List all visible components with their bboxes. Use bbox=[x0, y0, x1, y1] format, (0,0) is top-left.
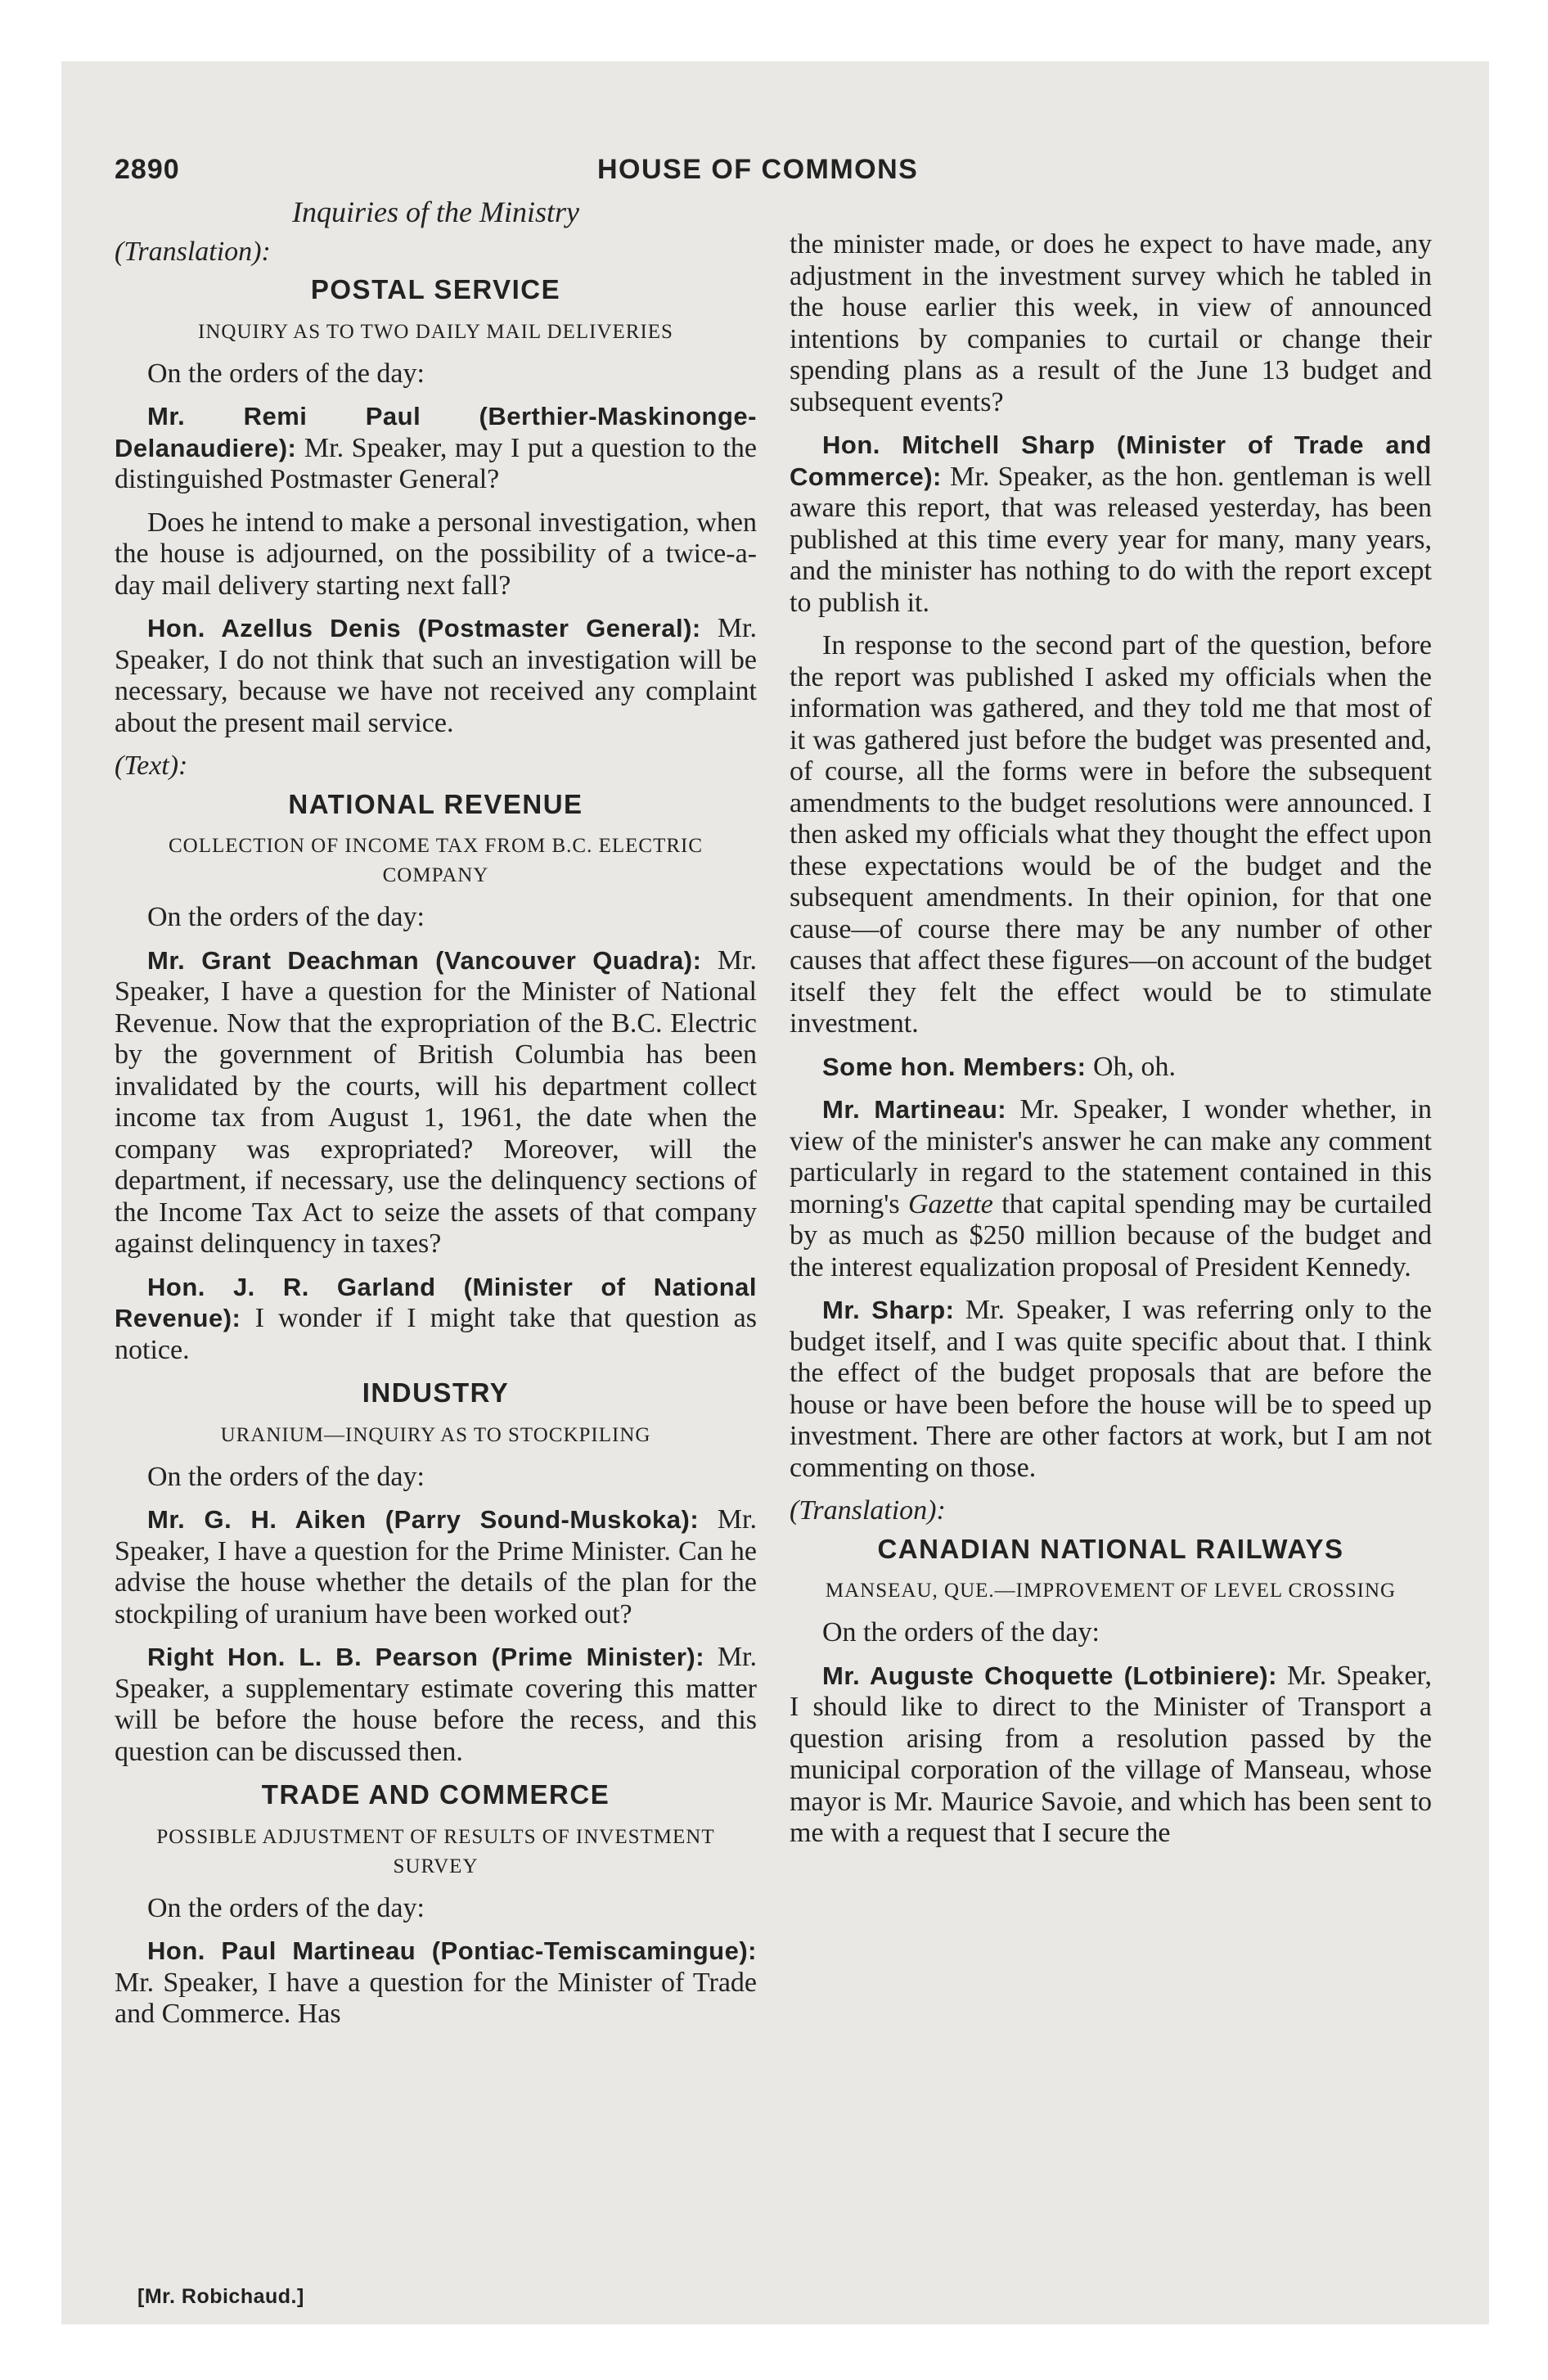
speech-paragraph bbox=[115, 613, 757, 739]
speech-text: Mr. Speaker, may I put a question to the distinguished Postmaster General? bbox=[115, 432, 757, 494]
speaker-name: Right Hon. L. B. Pearson (Prime Minister): bbox=[147, 1643, 705, 1671]
speech-text: Mr. Speaker, I should like to direct to the Minister of Transport a question arising from a resolution passed by the municipal corporation of the village of Manseau, whose mayor is Mr. Maurice Savoie, and which has been sent to me with a request that I secure the bbox=[790, 1660, 1432, 1848]
speech-text: Mr. Speaker, I do not think that such an investigation will be necessary, because we have not received any complaint about the present mail service. bbox=[115, 613, 757, 738]
speech-text: Mr. Speaker, I have a question for the Prime Minister. Can he advise the house whether the details of the plan for the stockpiling of uranium have been worked out? bbox=[115, 1504, 757, 1629]
speaker-name: Hon. Mitchell Sharp (Minister of Trade and Commerce): bbox=[790, 430, 1432, 491]
orders-of-day: On the orders of the day: bbox=[147, 358, 425, 389]
speaker-name: Hon. Paul Martineau (Pontiac-Temiscamingue): bbox=[147, 1936, 757, 1965]
speech-paragraph bbox=[115, 401, 757, 496]
speaker-name: Mr. Sharp: bbox=[822, 1296, 955, 1324]
speaker-name: Mr. Auguste Choquette (Lotbiniere): bbox=[822, 1661, 1277, 1690]
speaker-name: Mr. G. H. Aiken (Parry Sound-Muskoka): bbox=[147, 1505, 700, 1534]
subsection-heading-industry: URANIUM—INQUIRY AS TO STOCKPILING bbox=[220, 1423, 651, 1446]
section-heading-industry: INDUSTRY bbox=[362, 1377, 510, 1408]
speech-text: Mr. Speaker, as the hon. gentleman is well aware this report, that was released yesterday, has been published at this time every year for many, many years, and the minister has nothing to do with the report except to publish it. bbox=[790, 461, 1432, 618]
speech-text: Mr. Speaker, I wonder whether, in view of the minister's answer he can make any comment particularly in regard to the statement contained in this morning's bbox=[790, 1094, 1432, 1219]
subsection-heading-revenue: COLLECTION OF INCOME TAX FROM B.C. ELECTRIC COMPANY bbox=[168, 835, 704, 886]
page-header bbox=[115, 154, 1433, 195]
speech-paragraph bbox=[790, 1661, 1432, 1850]
speech-paragraph bbox=[115, 1272, 757, 1367]
speech-paragraph bbox=[115, 1936, 757, 2031]
speaker-name: Mr. Martineau: bbox=[822, 1095, 1007, 1124]
section-heading-trade: TRADE AND COMMERCE bbox=[261, 1779, 610, 1810]
speech-text: I wonder if I might take that question as notice. bbox=[115, 1303, 757, 1365]
speech-text: Mr. Speaker, I have a question for the Minister of Trade and Commerce. Has bbox=[115, 1967, 757, 2029]
section-heading-railways: CANADIAN NATIONAL RAILWAYS bbox=[877, 1533, 1344, 1564]
text-marker: (Text): bbox=[115, 751, 188, 781]
speech-paragraph bbox=[790, 1295, 1432, 1484]
speaker-name: Mr. Grant Deachman (Vancouver Quadra): bbox=[147, 945, 702, 975]
speech-paragraph: In response to the second part of the question, before the report was published I asked my officials when the information was gathered, and they told me that most of it was gathered just before the budget was presented and, of course, all the forms were in before the subsequent amendments to the budget resolutions were announced. I then asked my officials what they thought the effect upon these expectations would be of the budget and the subsequent amendments. In their opinion, for that one cause—of course there may be any number of other causes that affect these figures—on account of the budget itself they felt the effect would be to stimulate investment. bbox=[790, 630, 1432, 1039]
section-heading-revenue: NATIONAL REVENUE bbox=[288, 788, 583, 819]
speech-paragraph bbox=[790, 1094, 1432, 1283]
speech-text: Mr. Speaker, I was referring only to the budget itself, and I was quite specific about that. I think the effect of the budget proposals that are before the house or have been before the house will be to speed up investment. There are other factors at work, but I am not commenting on those. bbox=[790, 1295, 1432, 1483]
speech-text: Oh, oh. bbox=[1086, 1051, 1177, 1082]
section-subhead: Inquiries of the Ministry bbox=[292, 196, 579, 228]
subsection-heading-railways: MANSEAU, QUE.—IMPROVEMENT OF LEVEL CROSSING bbox=[825, 1580, 1397, 1602]
orders-of-day: On the orders of the day: bbox=[822, 1617, 1100, 1648]
speech-paragraph: Does he intend to make a personal investigation, when the house is adjourned, on the possibility of a twice-a-day mail delivery starting next fall? bbox=[115, 507, 757, 601]
speech-text: that capital spending may be curtailed by as much as $250 million because of the budget and the interest equalization proposal of President Kennedy. bbox=[790, 1188, 1432, 1282]
right-column bbox=[790, 229, 1432, 1861]
speech-paragraph bbox=[790, 430, 1432, 619]
orders-of-day: On the orders of the day: bbox=[147, 1892, 425, 1923]
speech-paragraph bbox=[115, 945, 757, 1260]
speech-paragraph bbox=[790, 1052, 1432, 1084]
subsection-heading-postal: INQUIRY AS TO TWO DAILY MAIL DELIVERIES bbox=[198, 320, 673, 343]
translation-marker: (Translation): bbox=[115, 236, 271, 267]
speech-text: Mr. Speaker, a supplementary estimate covering this matter will be before the house before the recess, and this question can be discussed then. bbox=[115, 1642, 757, 1767]
speech-text: Mr. Speaker, I have a question for the Minister of National Revenue. Now that the expropriation of the B.C. Electric by the government of British Columbia has been invalidated by the courts, will his department collect income tax from August 1, 1961, the date when the company was expropriated? Moreover, will the department, if necessary, use the delinquency sections of the Income Tax Act to seize the assets of that company against delinquency in taxes? bbox=[115, 944, 757, 1259]
left-column bbox=[115, 196, 757, 2042]
section-heading-postal: POSTAL SERVICE bbox=[310, 274, 561, 304]
speech-paragraph: the minister made, or does he expect to have made, any adjustment in the investment survey which he tabled in the house earlier this week, in view of announced intentions by companies to curtail or change their spending plans as a result of the June 13 budget and subsequent events? bbox=[790, 229, 1432, 417]
orders-of-day: On the orders of the day: bbox=[147, 1461, 425, 1492]
speaker-name: Some hon. Members: bbox=[822, 1052, 1087, 1081]
subsection-heading-trade: POSSIBLE ADJUSTMENT OF RESULTS OF INVESTMENT SURVEY bbox=[156, 1825, 715, 1877]
orders-of-day: On the orders of the day: bbox=[147, 902, 425, 932]
page-footer: [Mr. Robichaud.] bbox=[137, 2285, 304, 2308]
speaker-name: Hon. J. R. Garland (Minister of National Revenue): bbox=[115, 1272, 757, 1332]
page-number: 2890 bbox=[115, 154, 180, 185]
speaker-name: Mr. Remi Paul (Berthier-Maskinonge-Delanaudiere): bbox=[115, 402, 757, 462]
speaker-name: Hon. Azellus Denis (Postmaster General): bbox=[147, 614, 701, 642]
running-head: HOUSE OF COMMONS bbox=[597, 154, 919, 185]
speech-paragraph bbox=[115, 1504, 757, 1630]
speech-paragraph bbox=[115, 1642, 757, 1768]
translation-marker: (Translation): bbox=[790, 1495, 946, 1526]
gazette-title: Gazette bbox=[907, 1188, 993, 1219]
